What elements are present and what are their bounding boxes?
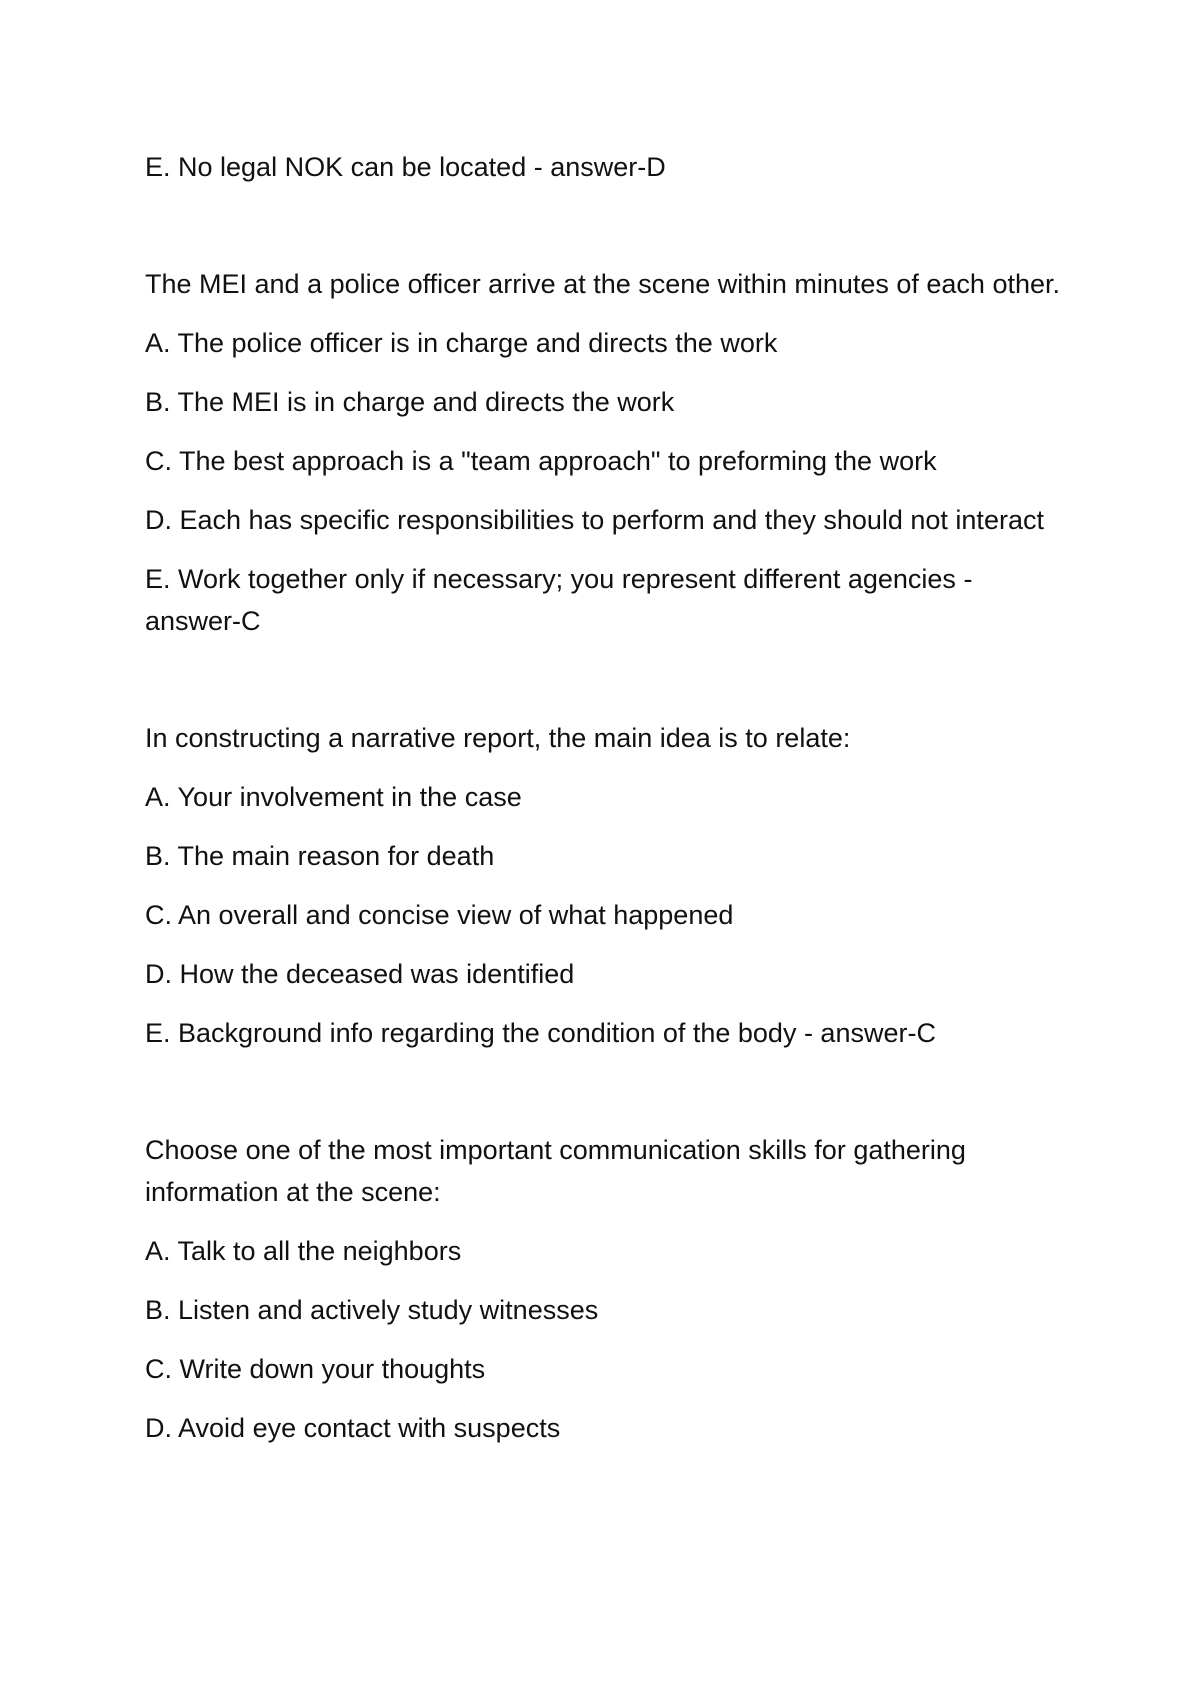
spacer: [145, 659, 1065, 717]
previous-question-option-e: E. No legal NOK can be located - answer-D: [145, 152, 666, 182]
question-2-option-b: B. The main reason for death: [145, 841, 495, 871]
question-2-option-c: C. An overall and concise view of what happened: [145, 900, 734, 930]
question-3-option-a: A. Talk to all the neighbors: [145, 1236, 462, 1266]
question-1-option-a: A. The police officer is in charge and directs the work: [145, 328, 778, 358]
spacer: [145, 1071, 1065, 1129]
question-3-stem: Choose one of the most important communication skills for gathering information at the scene:: [145, 1135, 966, 1207]
question-1-stem: The MEI and a police officer arrive at the scene within minutes of each other.: [145, 269, 1060, 299]
question-3-option-d: D. Avoid eye contact with suspects: [145, 1413, 561, 1443]
question-2-option-a: A. Your involvement in the case: [145, 782, 522, 812]
spacer: [145, 205, 1065, 263]
question-1: [145, 263, 1065, 642]
question-2-stem: In constructing a narrative report, the main idea is to relate:: [145, 723, 851, 753]
question-3-option-b: B. Listen and actively study witnesses: [145, 1295, 599, 1325]
question-3-option-c: C. Write down your thoughts: [145, 1354, 486, 1384]
question-2-option-d: D. How the deceased was identified: [145, 959, 575, 989]
document-body: [145, 146, 1065, 1466]
question-1-option-d: D. Each has specific responsibilities to perform and they should not interact: [145, 505, 1044, 535]
question-1-option-b: B. The MEI is in charge and directs the work: [145, 387, 675, 417]
question-2: [145, 717, 1065, 1054]
question-2-option-e: E. Background info regarding the condition of the body - answer-C: [145, 1018, 936, 1048]
question-3: [145, 1129, 1065, 1449]
question-1-option-c: C. The best approach is a "team approach" to preforming the work: [145, 446, 937, 476]
question-1-option-e: E. Work together only if necessary; you represent different agencies - answer-C: [145, 564, 973, 636]
